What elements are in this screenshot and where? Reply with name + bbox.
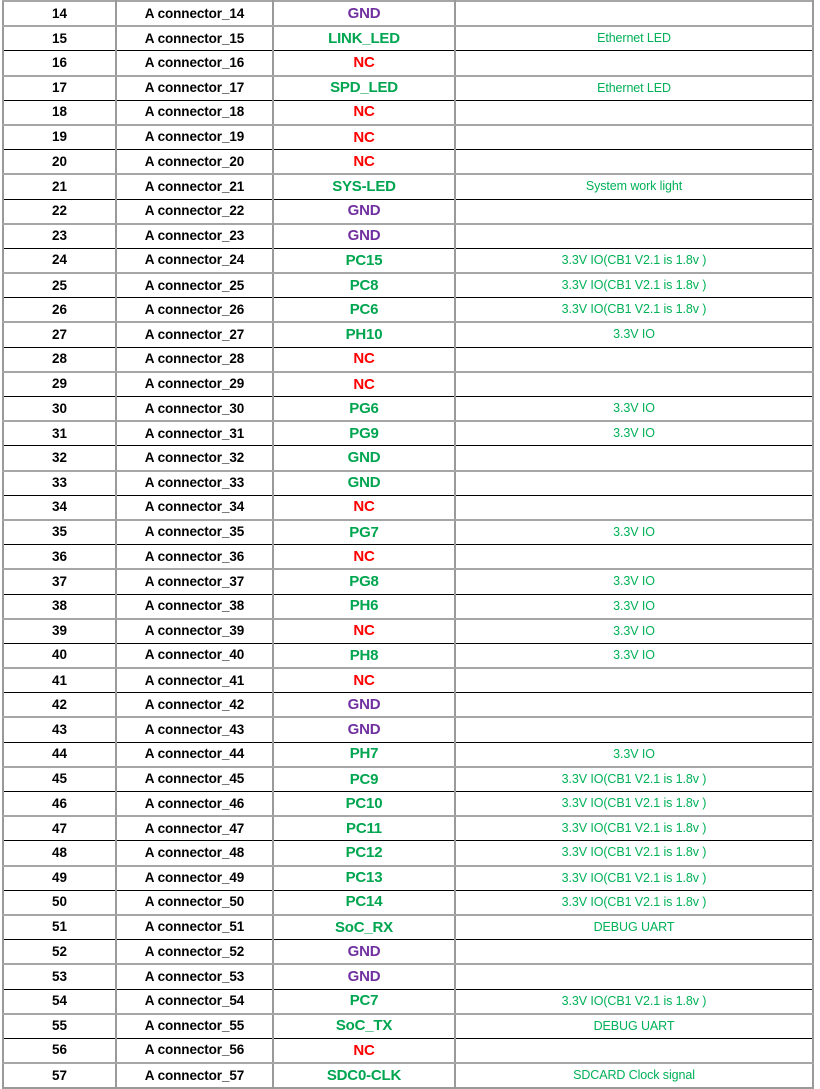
signal-name-cell: PC6	[273, 298, 455, 323]
pin-number-cell: 22	[3, 199, 116, 224]
signal-name-cell: NC	[273, 495, 455, 520]
signal-name-cell: GND	[273, 446, 455, 471]
pin-number-cell: 57	[3, 1063, 116, 1088]
table-row	[3, 1, 813, 26]
connector-name-cell: A connector_21	[116, 174, 273, 199]
table-row	[3, 742, 813, 767]
table-row	[3, 397, 813, 422]
signal-name-cell: NC	[273, 125, 455, 150]
description-cell: System work light	[455, 174, 813, 199]
pin-number-cell: 56	[3, 1038, 116, 1063]
table-row	[3, 890, 813, 915]
signal-name-cell: GND	[273, 471, 455, 496]
table-row	[3, 1038, 813, 1063]
pin-number-cell: 23	[3, 224, 116, 249]
pin-number-cell: 46	[3, 792, 116, 817]
signal-name-cell: GND	[273, 717, 455, 742]
connector-name-cell: A connector_16	[116, 51, 273, 76]
pin-number-cell: 41	[3, 668, 116, 693]
pin-number-cell: 47	[3, 816, 116, 841]
description-cell: 3.3V IO(CB1 V2.1 is 1.8v )	[455, 298, 813, 323]
connector-name-cell: A connector_42	[116, 693, 273, 718]
pin-number-cell: 19	[3, 125, 116, 150]
description-cell	[455, 693, 813, 718]
connector-name-cell: A connector_14	[116, 1, 273, 26]
table-row	[3, 619, 813, 644]
pin-number-cell: 17	[3, 76, 116, 101]
table-row	[3, 76, 813, 101]
connector-name-cell: A connector_40	[116, 643, 273, 668]
table-row	[3, 26, 813, 51]
description-cell: 3.3V IO	[455, 619, 813, 644]
pin-number-cell: 21	[3, 174, 116, 199]
signal-name-cell: GND	[273, 940, 455, 965]
signal-name-cell: PC10	[273, 792, 455, 817]
pin-number-cell: 49	[3, 866, 116, 891]
pin-number-cell: 27	[3, 322, 116, 347]
connector-name-cell: A connector_57	[116, 1063, 273, 1088]
table-row	[3, 792, 813, 817]
table-row	[3, 940, 813, 965]
table-row	[3, 421, 813, 446]
table-row	[3, 964, 813, 989]
description-cell: 3.3V IO	[455, 397, 813, 422]
table-row	[3, 471, 813, 496]
signal-name-cell: GND	[273, 693, 455, 718]
signal-name-cell: PC13	[273, 866, 455, 891]
pin-number-cell: 33	[3, 471, 116, 496]
pin-number-cell: 25	[3, 273, 116, 298]
table-row	[3, 643, 813, 668]
connector-name-cell: A connector_38	[116, 594, 273, 619]
table-row	[3, 989, 813, 1014]
description-cell: DEBUG UART	[455, 1014, 813, 1039]
signal-name-cell: SDC0-CLK	[273, 1063, 455, 1088]
description-cell: 3.3V IO(CB1 V2.1 is 1.8v )	[455, 248, 813, 273]
connector-name-cell: A connector_35	[116, 520, 273, 545]
signal-name-cell: NC	[273, 619, 455, 644]
signal-name-cell: PH6	[273, 594, 455, 619]
table-row	[3, 569, 813, 594]
signal-name-cell: PC14	[273, 890, 455, 915]
pin-number-cell: 39	[3, 619, 116, 644]
description-cell	[455, 372, 813, 397]
pin-number-cell: 29	[3, 372, 116, 397]
connector-name-cell: A connector_26	[116, 298, 273, 323]
connector-name-cell: A connector_54	[116, 989, 273, 1014]
table-row	[3, 668, 813, 693]
connector-name-cell: A connector_19	[116, 125, 273, 150]
table-row	[3, 174, 813, 199]
connector-name-cell: A connector_17	[116, 76, 273, 101]
description-cell: 3.3V IO	[455, 594, 813, 619]
pin-number-cell: 18	[3, 100, 116, 125]
connector-name-cell: A connector_50	[116, 890, 273, 915]
table-row	[3, 866, 813, 891]
signal-name-cell: SYS-LED	[273, 174, 455, 199]
description-cell	[455, 224, 813, 249]
pin-number-cell: 51	[3, 915, 116, 940]
table-row	[3, 125, 813, 150]
pin-number-cell: 43	[3, 717, 116, 742]
description-cell	[455, 150, 813, 175]
description-cell	[455, 717, 813, 742]
description-cell	[455, 1038, 813, 1063]
pin-number-cell: 31	[3, 421, 116, 446]
pin-number-cell: 15	[3, 26, 116, 51]
signal-name-cell: PG7	[273, 520, 455, 545]
connector-name-cell: A connector_47	[116, 816, 273, 841]
connector-name-cell: A connector_44	[116, 742, 273, 767]
description-cell: 3.3V IO	[455, 520, 813, 545]
description-cell	[455, 668, 813, 693]
connector-name-cell: A connector_28	[116, 347, 273, 372]
signal-name-cell: NC	[273, 545, 455, 570]
description-cell: DEBUG UART	[455, 915, 813, 940]
table-row	[3, 767, 813, 792]
description-cell	[455, 545, 813, 570]
signal-name-cell: SoC_RX	[273, 915, 455, 940]
table-row	[3, 717, 813, 742]
pin-number-cell: 16	[3, 51, 116, 76]
pin-number-cell: 53	[3, 964, 116, 989]
signal-name-cell: PC8	[273, 273, 455, 298]
pin-number-cell: 30	[3, 397, 116, 422]
description-cell: 3.3V IO	[455, 643, 813, 668]
pin-number-cell: 50	[3, 890, 116, 915]
description-cell	[455, 347, 813, 372]
connector-name-cell: A connector_24	[116, 248, 273, 273]
connector-name-cell: A connector_22	[116, 199, 273, 224]
signal-name-cell: NC	[273, 150, 455, 175]
connector-name-cell: A connector_27	[116, 322, 273, 347]
description-cell	[455, 199, 813, 224]
pin-number-cell: 55	[3, 1014, 116, 1039]
description-cell: 3.3V IO(CB1 V2.1 is 1.8v )	[455, 841, 813, 866]
signal-name-cell: PC15	[273, 248, 455, 273]
pin-number-cell: 37	[3, 569, 116, 594]
description-cell	[455, 125, 813, 150]
pin-number-cell: 42	[3, 693, 116, 718]
description-cell: 3.3V IO(CB1 V2.1 is 1.8v )	[455, 273, 813, 298]
signal-name-cell: PC12	[273, 841, 455, 866]
description-cell	[455, 100, 813, 125]
table-row	[3, 199, 813, 224]
signal-name-cell: SoC_TX	[273, 1014, 455, 1039]
table-row	[3, 915, 813, 940]
connector-name-cell: A connector_32	[116, 446, 273, 471]
table-row	[3, 693, 813, 718]
table-row	[3, 372, 813, 397]
description-cell: 3.3V IO(CB1 V2.1 is 1.8v )	[455, 989, 813, 1014]
pin-number-cell: 38	[3, 594, 116, 619]
table-row	[3, 322, 813, 347]
signal-name-cell: GND	[273, 199, 455, 224]
table-row	[3, 520, 813, 545]
description-cell	[455, 446, 813, 471]
signal-name-cell: NC	[273, 372, 455, 397]
description-cell	[455, 940, 813, 965]
table-row	[3, 495, 813, 520]
table-row	[3, 51, 813, 76]
connector-name-cell: A connector_23	[116, 224, 273, 249]
connector-name-cell: A connector_53	[116, 964, 273, 989]
connector-name-cell: A connector_18	[116, 100, 273, 125]
connector-name-cell: A connector_56	[116, 1038, 273, 1063]
description-cell: 3.3V IO(CB1 V2.1 is 1.8v )	[455, 767, 813, 792]
pin-number-cell: 35	[3, 520, 116, 545]
connector-name-cell: A connector_33	[116, 471, 273, 496]
connector-name-cell: A connector_31	[116, 421, 273, 446]
signal-name-cell: NC	[273, 347, 455, 372]
table-row	[3, 224, 813, 249]
pin-number-cell: 14	[3, 1, 116, 26]
signal-name-cell: SPD_LED	[273, 76, 455, 101]
pin-number-cell: 32	[3, 446, 116, 471]
pin-number-cell: 34	[3, 495, 116, 520]
connector-name-cell: A connector_46	[116, 792, 273, 817]
connector-name-cell: A connector_29	[116, 372, 273, 397]
signal-name-cell: PC11	[273, 816, 455, 841]
signal-name-cell: PG9	[273, 421, 455, 446]
table-row	[3, 1063, 813, 1088]
table-row	[3, 594, 813, 619]
connector-name-cell: A connector_51	[116, 915, 273, 940]
description-cell: Ethernet LED	[455, 26, 813, 51]
connector-name-cell: A connector_25	[116, 273, 273, 298]
description-cell: 3.3V IO	[455, 322, 813, 347]
connector-name-cell: A connector_36	[116, 545, 273, 570]
description-cell	[455, 495, 813, 520]
signal-name-cell: NC	[273, 668, 455, 693]
table-row	[3, 841, 813, 866]
connector-name-cell: A connector_39	[116, 619, 273, 644]
connector-name-cell: A connector_37	[116, 569, 273, 594]
connector-name-cell: A connector_48	[116, 841, 273, 866]
connector-name-cell: A connector_34	[116, 495, 273, 520]
description-cell: 3.3V IO(CB1 V2.1 is 1.8v )	[455, 890, 813, 915]
signal-name-cell: NC	[273, 51, 455, 76]
description-cell: 3.3V IO(CB1 V2.1 is 1.8v )	[455, 792, 813, 817]
connector-name-cell: A connector_43	[116, 717, 273, 742]
connector-name-cell: A connector_55	[116, 1014, 273, 1039]
description-cell	[455, 1, 813, 26]
pin-number-cell: 36	[3, 545, 116, 570]
signal-name-cell: GND	[273, 224, 455, 249]
connector-name-cell: A connector_45	[116, 767, 273, 792]
signal-name-cell: PH8	[273, 643, 455, 668]
description-cell: 3.3V IO	[455, 421, 813, 446]
table-row	[3, 100, 813, 125]
description-cell: 3.3V IO(CB1 V2.1 is 1.8v )	[455, 866, 813, 891]
connector-name-cell: A connector_52	[116, 940, 273, 965]
signal-name-cell: PG6	[273, 397, 455, 422]
connector-name-cell: A connector_41	[116, 668, 273, 693]
description-cell	[455, 964, 813, 989]
signal-name-cell: NC	[273, 1038, 455, 1063]
pin-number-cell: 45	[3, 767, 116, 792]
connector-name-cell: A connector_30	[116, 397, 273, 422]
signal-name-cell: LINK_LED	[273, 26, 455, 51]
description-cell: 3.3V IO(CB1 V2.1 is 1.8v )	[455, 816, 813, 841]
pin-number-cell: 48	[3, 841, 116, 866]
signal-name-cell: PG8	[273, 569, 455, 594]
connector-name-cell: A connector_49	[116, 866, 273, 891]
signal-name-cell: PC9	[273, 767, 455, 792]
pin-table-body	[3, 1, 813, 1088]
pin-number-cell: 26	[3, 298, 116, 323]
description-cell: Ethernet LED	[455, 76, 813, 101]
table-row	[3, 347, 813, 372]
description-cell: 3.3V IO	[455, 742, 813, 767]
signal-name-cell: GND	[273, 964, 455, 989]
description-cell	[455, 471, 813, 496]
pin-assignment-table	[2, 0, 814, 1089]
description-cell	[455, 51, 813, 76]
pin-number-cell: 24	[3, 248, 116, 273]
signal-name-cell: PH10	[273, 322, 455, 347]
signal-name-cell: NC	[273, 100, 455, 125]
table-row	[3, 1014, 813, 1039]
connector-name-cell: A connector_15	[116, 26, 273, 51]
description-cell: SDCARD Clock signal	[455, 1063, 813, 1088]
signal-name-cell: PC7	[273, 989, 455, 1014]
pin-number-cell: 20	[3, 150, 116, 175]
signal-name-cell: PH7	[273, 742, 455, 767]
pin-number-cell: 52	[3, 940, 116, 965]
table-row	[3, 545, 813, 570]
pin-number-cell: 44	[3, 742, 116, 767]
description-cell: 3.3V IO	[455, 569, 813, 594]
table-row	[3, 150, 813, 175]
pin-number-cell: 40	[3, 643, 116, 668]
signal-name-cell: GND	[273, 1, 455, 26]
table-row	[3, 446, 813, 471]
connector-name-cell: A connector_20	[116, 150, 273, 175]
table-row	[3, 248, 813, 273]
table-row	[3, 273, 813, 298]
pin-number-cell: 54	[3, 989, 116, 1014]
pin-number-cell: 28	[3, 347, 116, 372]
table-row	[3, 816, 813, 841]
table-row	[3, 298, 813, 323]
